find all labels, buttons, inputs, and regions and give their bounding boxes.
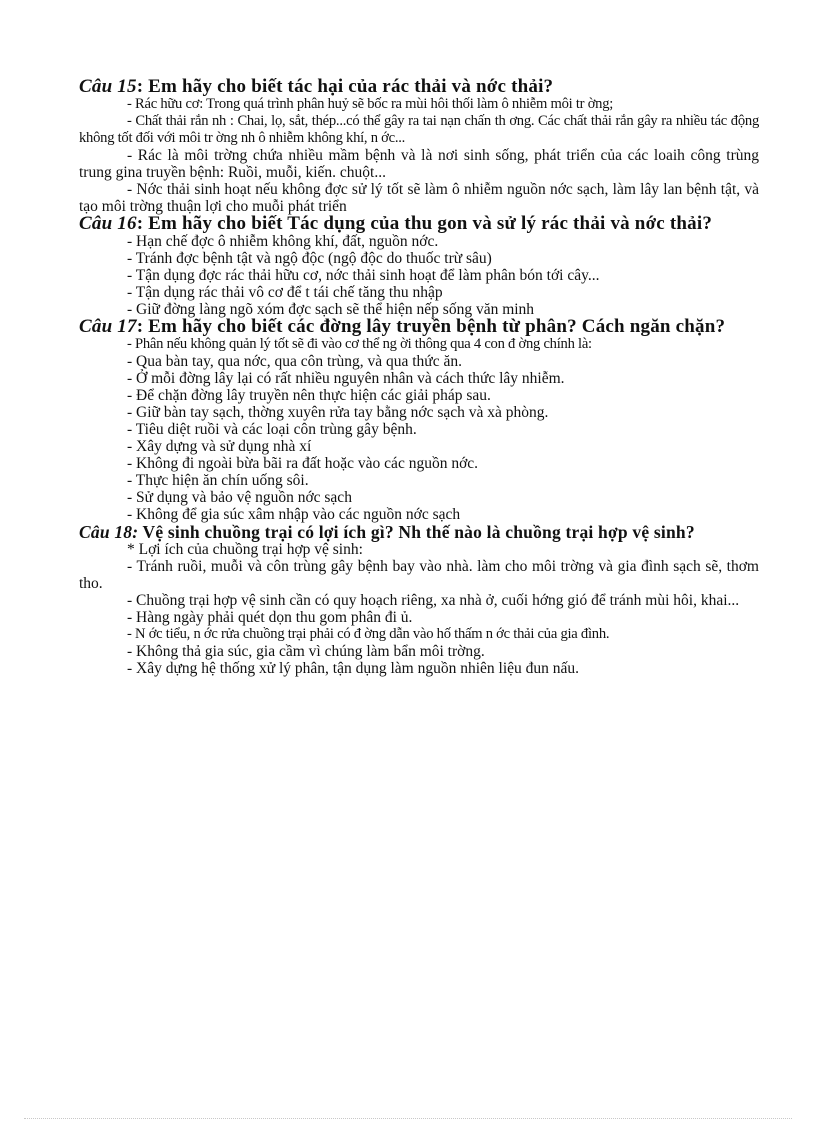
answer-line: - Qua bàn tay, qua nớc, qua côn trùng, và qua thức ăn.: [127, 353, 462, 370]
answer-line: - Sử dụng và bảo vệ nguồn nớc sạch: [127, 489, 352, 506]
question-18-heading: [79, 523, 759, 541]
question-15-heading: [79, 78, 759, 96]
answer-line: - N ớc tiểu, n ớc rửa chuồng trại phải có đ ờng dẫn vào hố thấm n ớc thải của gia đình.: [127, 626, 610, 642]
answer-line: - Hạn chế đợc ô nhiễm không khí, đất, nguồn nớc.: [127, 233, 439, 250]
document-page: [79, 78, 759, 677]
answer-line: - Để chặn đờng lây truyền nên thực hiện các giải pháp sau.: [127, 387, 491, 404]
answer-line: - Xây dựng hệ thống xử lý phân, tận dụng làm nguồn nhiên liệu đun nấu.: [127, 660, 580, 677]
answer-paragraph: - Chuồng trại hợp vệ sinh cần có quy hoạch riêng, xa nhà ở, cuối hớng gió để tránh mùi hôi, khai...: [127, 592, 740, 609]
answer-line: - Giữ đờng làng ngõ xóm đợc sạch sẽ thể hiện nếp sống văn minh: [127, 301, 535, 318]
answer-paragraph: - Tránh ruồi, muỗi và côn trùng gây bệnh bay vào nhà. làm cho môi trờng và gia đình sạch sẽ, thơm tho.: [79, 558, 759, 592]
answer-line: - Hàng ngày phải quét dọn thu gom phân đi ủ.: [127, 609, 413, 626]
answer-line: - Xây dựng và sử dụng nhà xí: [127, 438, 312, 455]
answer-line: * Lợi ích của chuồng trại hợp vệ sinh:: [127, 541, 363, 558]
answer-line: - Không đi ngoài bừa bãi ra đất hoặc vào các nguồn nớc.: [127, 455, 479, 472]
question-16-title: : Em hãy cho biết Tác dụng của thu gon và sử lý rác thải và nớc thải?: [136, 213, 713, 234]
answer-paragraph: - Nớc thải sinh hoạt nếu không đợc sử lý tốt sẽ làm ô nhiễm nguồn nớc sạch, làm lây lan bệnh tật, và tạo môi trờng thuận lợi cho muỗi phát triển: [79, 181, 759, 215]
answer-paragraph: - Rác là môi trờng chứa nhiều mầm bệnh và là nơi sinh sống, phát triển của các loaih công trùng trung gina truyền bệnh: Ruồi, muỗi, kiến. chuột...: [79, 147, 759, 181]
question-15-number: Câu 15: [79, 76, 137, 97]
question-16-heading: [79, 215, 759, 233]
question-17-number: Câu 17: [79, 316, 137, 337]
answer-line: - Phân nếu không quản lý tốt sẽ đi vào cơ thể ng ời thông qua 4 con đ ờng chính là:: [127, 336, 592, 352]
question-16-number: Câu 16: [79, 213, 137, 234]
answer-line: - Không thả gia súc, gia cầm vì chúng làm bẩn môi trờng.: [127, 643, 485, 660]
answer-line: - Không để gia súc xâm nhập vào các nguồn nớc sạch: [127, 506, 461, 523]
question-17-heading: [79, 318, 759, 336]
answer-line: - Tiêu diệt ruồi và các loại côn trùng gây bệnh.: [127, 421, 417, 438]
answer-line: - Thực hiện ăn chín uống sôi.: [127, 472, 309, 489]
question-15-title: : Em hãy cho biết tác hại của rác thải và nớc thải?: [136, 76, 554, 97]
answer-line: - Ở mỗi đờng lây lại có rất nhiều nguyên nhân và cách thức lây nhiễm.: [127, 370, 565, 387]
question-17-title: : Em hãy cho biết các đờng lây truyền bệnh từ phân? Cách ngăn chặn?: [136, 316, 726, 337]
question-18-number: Câu 18:: [79, 522, 139, 542]
answer-line: - Rác hữu cơ: Trong quá trình phân huỷ sẽ bốc ra mùi hôi thối làm ô nhiễm môi tr ờng;: [127, 96, 614, 112]
page-bottom-divider: [24, 1118, 792, 1119]
answer-line: - Tránh đợc bệnh tật và ngộ độc (ngộ độc do thuốc trừ sâu): [127, 250, 492, 267]
question-18-title: Vệ sinh chuồng trại có lợi ích gì? Nh thế nào là chuồng trại hợp vệ sinh?: [138, 522, 695, 542]
answer-paragraph: - Chất thải rắn nh : Chai, lọ, sắt, thép...có thể gây ra tai nạn chấn th ơng. Các chất thải rắn gây ra nhiều tác động không tốt đối với môi tr ờng nh ô nhiễm không khí, n ớc...: [79, 113, 759, 146]
answer-line: - Tận dụng đợc rác thải hữu cơ, nớc thải sinh hoạt để làm phân bón tới cây...: [127, 267, 600, 284]
answer-line: - Giữ bàn tay sạch, thờng xuyên rửa tay bằng nớc sạch và xà phòng.: [127, 404, 549, 421]
answer-line: - Tận dụng rác thải vô cơ để t tái chế tăng thu nhập: [127, 284, 443, 301]
